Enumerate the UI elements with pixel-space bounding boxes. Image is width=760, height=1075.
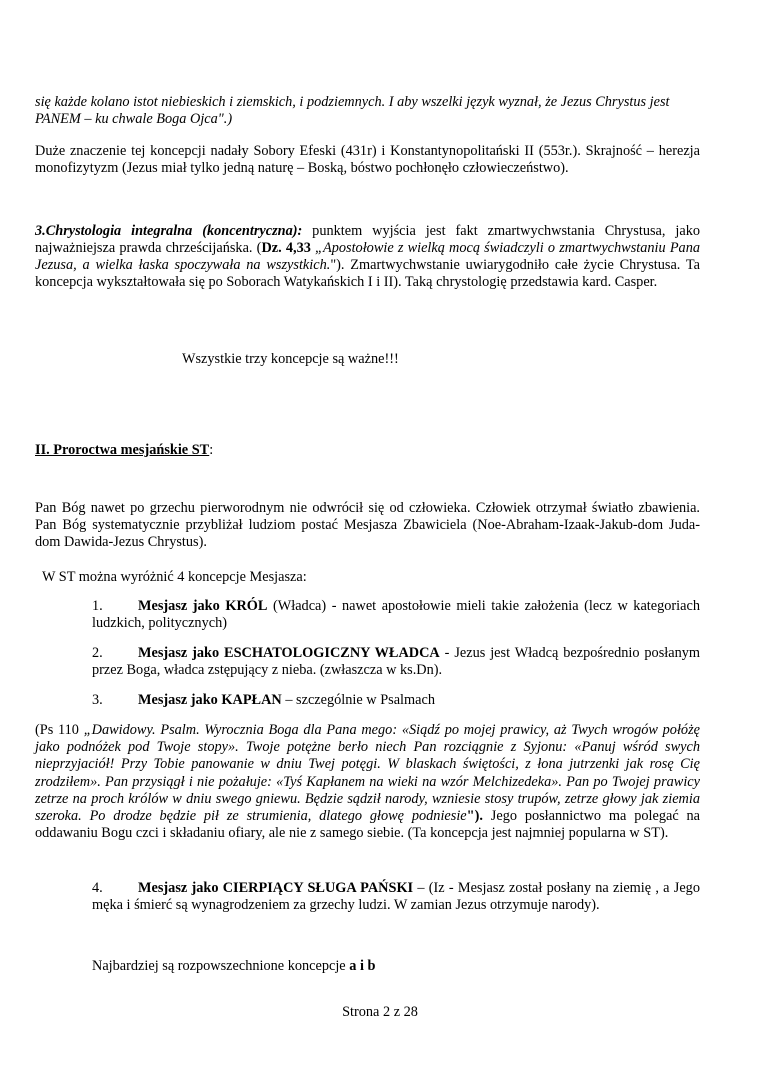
list-item-number: 4.: [92, 880, 103, 896]
psalm-quote: „Dawidowy. Psalm. Wyrocznia Boga dla Pana mego: «Siądź po mojej prawicy, aż Twych wrogów połóżę jako podnóżek pod Twoje stopy». Twoje potężne berło niech Pan rozciągnie z Syjonu: «Panuj wśród swych nieprzyjaciół! Przy Tobie panowanie w dniu Twej potęgi. W blaskach świętości, z łona jutrzenki jak rosę Cię zrodziłem». Pan przysiągł i nie pożałuje: «Tyś Kapłanem na wieki na wzór Melchizedeka». Pan po Twojej prawicy zetrze na proch królów w dniu swego gniewu. Będzie sądził narody, wzniesie stosy trupów, zetrze głowy jak ziemia szeroka. Po drodze będzie pił ze strumienia, dlatego głowę podniesie: [35, 722, 700, 825]
list-item: [92, 645, 700, 679]
integral-heading: 3.Chrystologia integralna (koncentryczna):: [35, 223, 303, 239]
integral-ref: Dz. 4,33: [261, 240, 311, 256]
councils-paragraph: Duże znaczenie tej koncepcji nadały Sobory Efeski (431r) i Konstantynopolitański II (553r.). Skrajność – herezja monofizytyzm (Jezus miał tylko jedną naturę – Boską, bóstwo pochłonęło człowieczeństwo).: [35, 143, 700, 176]
page-number-footer: Strona 2 z 28: [342, 1004, 418, 1020]
section-2-colon: :: [209, 442, 214, 458]
psalm-close: ").: [466, 808, 483, 825]
psalm-open: (Ps 110: [35, 722, 84, 738]
list-item-title: Mesjasz jako KAPŁAN: [138, 692, 282, 708]
conclusion-bold: a i b: [349, 958, 376, 974]
intro-line-1: się każde kolano istot niebieskich i ziemskich, i podziemnych. I aby wszelki język wyznał, że Jezus Chrystus jest: [35, 94, 670, 110]
integral-text-1: punktem wyjścia jest fakt zmartwychwstania Chrystusa, jako najważniejsza prawda chrześcijańska. (: [35, 223, 700, 256]
list-item-number: 3.: [92, 692, 103, 708]
list-item: [92, 598, 700, 632]
section-2-intro: Pan Bóg nawet po grzechu pierworodnym nie odwrócił się od człowieka. Człowiek otrzymał światło zbawienia. Pan Bóg systematycznie przybliżał ludziom postać Mesjasza Zbawiciela (Noe-Abraham-Izaak-Jakub-dom Juda-dom Dawida-Jezus Chrystus).: [35, 500, 700, 550]
psalm-paragraph: [35, 722, 700, 842]
list-item: [92, 880, 700, 914]
list-item-text: (Władca) - nawet apostołowie mieli takie założenia (lecz w kategoriach ludzkich, politycznych): [92, 598, 700, 631]
section-2-lead: W ST można wyróżnić 4 koncepcje Mesjasza:: [42, 569, 307, 585]
list-item-title: Mesjasz jako CIERPIĄCY SŁUGA PAŃSKI: [138, 880, 414, 896]
list-item-text: – (Iz - Mesjasz został posłany na ziemię , a Jego męka i śmierć są wynagrodzeniem za grzechy ludzi. W zamian Jezus otrzymuje narody).: [92, 880, 700, 913]
integral-text-2: "). Zmartwychwstanie uwiarygodniło całe życie Chrystusa. Ta koncepcja wykształtowała się po Soborach Watykańskich I i II). Taką chrystologię przedstawia kard. Casper.: [35, 257, 701, 290]
list-item-number: 2.: [92, 645, 103, 661]
intro-line-2: PANEM – ku chwale Boga Ojca".): [35, 111, 233, 127]
integral-quote: „Apostołowie z wielką mocą świadczyli o zmartwychwstaniu Pana Jezusa, a wielka łaska spoczywała na wszystkich.: [35, 240, 701, 273]
psalm-text: Jego posłannictwo ma polegać na oddawaniu Bogu czci i składaniu ofiary, ale nie z samego siebie. (Ta koncepcja jest najmniej popularna w ST).: [35, 808, 701, 842]
list-item-text: - Jezus jest Władcą bezpośrednio posłanym przez Boga, władca zstępujący z nieba. (zwłaszcza w ks.Dn).: [92, 645, 700, 678]
list-item-title: Mesjasz jako KRÓL: [138, 598, 268, 614]
section-2-heading: II. Proroctwa mesjańskie ST: [35, 442, 210, 458]
all-important-note: Wszystkie trzy koncepcje są ważne!!!: [182, 351, 399, 367]
conclusion: [92, 958, 375, 975]
list-item-number: 1.: [92, 598, 103, 614]
conclusion-text: Najbardziej są rozpowszechnione koncepcje: [92, 958, 350, 974]
section-2-heading-line: [35, 442, 213, 459]
integral-paragraph: [35, 223, 700, 291]
list-item-title: Mesjasz jako ESCHATOLOGICZNY WŁADCA: [138, 645, 440, 661]
list-item: [92, 692, 700, 709]
list-item-text: – szczególnie w Psalmach: [281, 692, 435, 708]
